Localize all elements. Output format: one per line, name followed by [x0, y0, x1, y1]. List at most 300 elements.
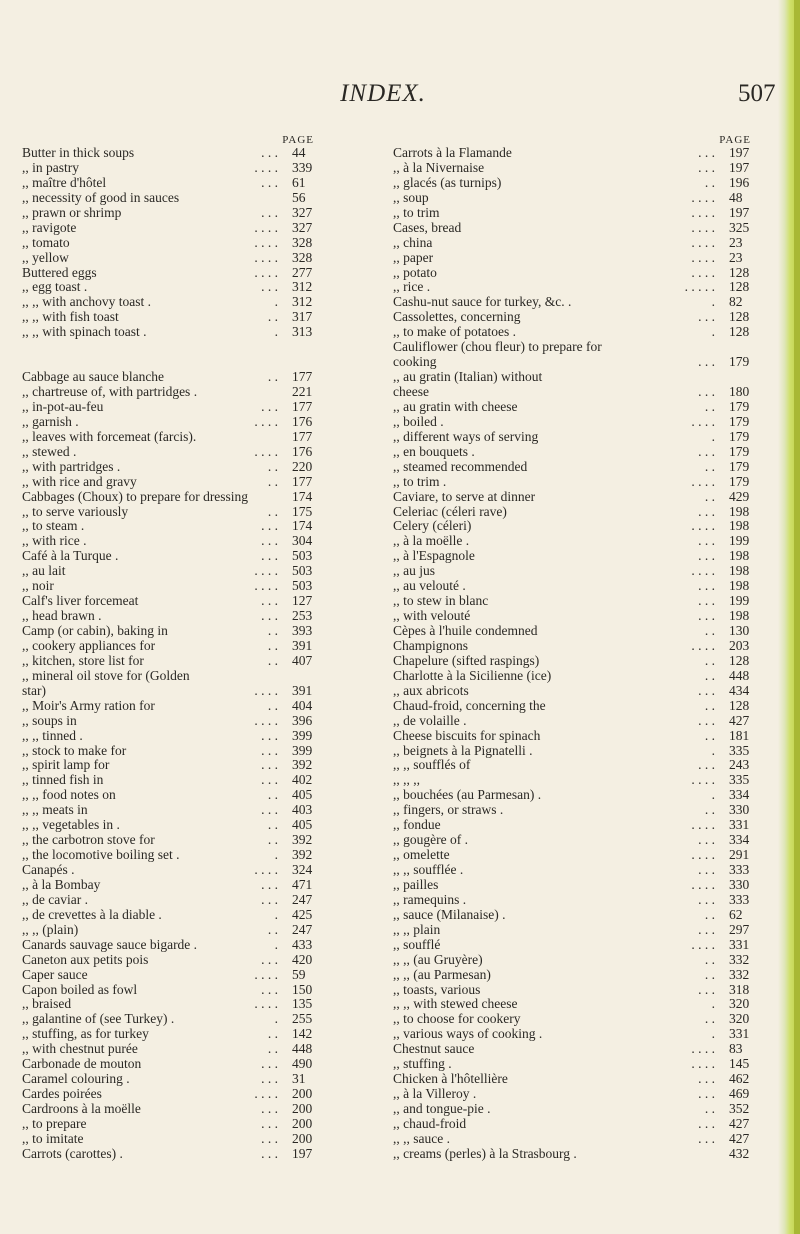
page-title: INDEX.: [340, 80, 426, 107]
index-entry: [393, 1027, 757, 1042]
entry-dots: . . . .: [691, 189, 715, 205]
binding-strip: [794, 0, 800, 1234]
index-entry: [393, 908, 757, 923]
entry-text: Butter in thick soups: [22, 145, 135, 160]
entry-page: 432: [729, 1145, 750, 1161]
index-entry: [22, 251, 320, 266]
entry-dots: . .: [267, 697, 278, 713]
index-entry: [22, 445, 320, 460]
entry-dots: .: [274, 847, 278, 863]
entry-dots: . . .: [261, 518, 278, 534]
index-entry: [22, 1012, 320, 1027]
entry-page: 503: [292, 548, 313, 564]
entry-page: 429: [729, 488, 750, 504]
entry-text: Caviare, to serve at dinner: [393, 488, 536, 504]
index-entry: [22, 803, 320, 818]
entry-dots: .: [711, 428, 715, 444]
entry-text: ,, ,, plain: [393, 921, 441, 937]
entry-page: 200: [292, 1115, 313, 1131]
entry-dots: . . .: [261, 876, 278, 892]
entry-page: 198: [729, 503, 750, 519]
entry-page: 404: [292, 697, 313, 713]
entry-page: 198: [729, 518, 750, 534]
entry-dots: . .: [267, 473, 278, 489]
index-entry: [22, 684, 320, 699]
entry-text: ,, glacés (as turnips): [393, 174, 502, 190]
entry-text: Cauliflower (chou fleur) to prepare for: [393, 339, 602, 355]
entry-dots: . . . .: [254, 578, 278, 594]
index-entry: [22, 385, 320, 400]
page-label: PAGE: [719, 134, 751, 146]
entry-dots: . . .: [261, 981, 278, 997]
index-entry: [22, 773, 320, 788]
entry-page: 179: [729, 473, 750, 489]
entry-dots: . .: [704, 398, 715, 414]
entry-dots: . . .: [261, 174, 278, 190]
entry-dots: . .: [704, 1101, 715, 1116]
index-entry: [393, 251, 757, 266]
entry-page: 304: [292, 533, 313, 549]
entry-text: ,, to steam .: [22, 518, 85, 534]
entry-text: ,, ,, with fish toast: [22, 309, 119, 325]
entry-dots: . .: [704, 458, 715, 474]
entry-dots: . . . .: [691, 563, 715, 579]
entry-text: ,, braised: [22, 996, 72, 1012]
entry-dots: . . .: [698, 503, 715, 519]
entry-page: 247: [292, 891, 313, 907]
index-entry: [22, 594, 320, 609]
index-entry: [22, 609, 320, 624]
entry-page: 179: [729, 398, 750, 414]
entry-dots: . . .: [261, 398, 278, 414]
entry-page: 434: [729, 682, 750, 698]
entry-page: 448: [292, 1041, 313, 1057]
index-entry: [393, 400, 757, 415]
index-entry: [22, 236, 320, 251]
entry-text: ,, to imitate: [22, 1130, 84, 1146]
entry-page: 199: [729, 593, 750, 609]
entry-text: ,, pailles: [393, 876, 439, 892]
entry-dots: . . . .: [254, 264, 278, 280]
entry-text: ,, kitchen, store list for: [22, 652, 144, 668]
entry-page: 23: [729, 249, 743, 265]
entry-page: 393: [292, 623, 313, 638]
entry-page: 471: [292, 876, 313, 892]
entry-text: ,, soup: [393, 189, 429, 205]
entry-page: 339: [292, 159, 313, 175]
entry-page: 425: [292, 906, 313, 922]
index-entry: [22, 310, 320, 325]
entry-text: ,, ravigote: [22, 219, 77, 235]
index-entry: [393, 206, 757, 221]
entry-text: ,, ,, tinned .: [22, 727, 83, 743]
index-entry: [22, 355, 320, 370]
entry-text: ,, maître d'hôtel: [22, 174, 107, 190]
index-entry: [22, 788, 320, 803]
entry-page: 331: [729, 817, 750, 833]
entry-page: 198: [729, 563, 750, 579]
entry-text: ,, Moir's Army ration for: [22, 697, 155, 713]
entry-page: 324: [292, 862, 313, 877]
entry-page: 175: [292, 503, 313, 519]
entry-page: 198: [729, 578, 750, 594]
index-entry: [393, 579, 757, 594]
entry-dots: .: [274, 936, 278, 952]
entry-page: 469: [729, 1086, 750, 1102]
entry-text: ,, ramequins .: [393, 891, 467, 907]
index-entry: [393, 624, 757, 639]
index-entry: [393, 654, 757, 669]
index-entry: [22, 848, 320, 863]
entry-dots: . .: [704, 488, 715, 504]
entry-page: 23: [729, 234, 743, 250]
entry-text: ,, soups in: [22, 712, 77, 728]
entry-page: 334: [729, 787, 750, 803]
entry-page: 196: [729, 174, 750, 190]
index-entry: [22, 938, 320, 953]
entry-dots: . .: [267, 832, 278, 848]
index-entry: [393, 280, 757, 295]
entry-dots: . .: [704, 652, 715, 668]
entry-dots: . . . .: [254, 563, 278, 579]
entry-dots: . . .: [698, 309, 715, 325]
entry-text: ,, with rice .: [22, 533, 87, 549]
entry-dots: . . . .: [691, 936, 715, 952]
index-entry: [22, 1027, 320, 1042]
entry-dots: . .: [267, 1041, 278, 1057]
entry-text: ,, ,, soufflés of: [393, 757, 471, 773]
entry-page: 197: [729, 159, 750, 175]
entry-page: 176: [292, 413, 313, 429]
entry-page: 135: [292, 996, 313, 1012]
entry-dots: . . .: [261, 772, 278, 788]
entry-page: 448: [729, 667, 750, 683]
entry-dots: . . .: [698, 384, 715, 399]
entry-page: 313: [292, 324, 313, 340]
entry-text: ,, to trim .: [393, 473, 447, 489]
entry-dots: . .: [704, 697, 715, 713]
entry-page: 312: [292, 294, 313, 310]
index-entry: [22, 475, 320, 490]
entry-dots: . . . .: [691, 637, 715, 653]
entry-dots: . .: [267, 787, 278, 803]
entry-text: ,, ,, (plain): [22, 921, 79, 937]
index-entry: [393, 191, 757, 206]
index-entry: [22, 176, 320, 191]
index-entry: [393, 818, 757, 833]
index-entry: [22, 863, 320, 878]
entry-page: 177: [292, 369, 313, 385]
entry-text: Cardes poirées: [22, 1086, 102, 1102]
entry-dots: . . . .: [254, 443, 278, 459]
index-entry: [393, 953, 757, 968]
entry-page: 402: [292, 772, 313, 788]
entry-dots: . . .: [261, 1145, 278, 1161]
entry-page: 179: [729, 413, 750, 429]
entry-page: 335: [729, 742, 750, 758]
entry-page: 328: [292, 234, 313, 250]
entry-text: star): [22, 682, 46, 698]
entry-page: 56: [292, 189, 306, 205]
entry-text: ,, the carbotron stove for: [22, 832, 155, 848]
entry-text: ,, au jus: [393, 563, 435, 579]
entry-page: 174: [292, 518, 313, 534]
index-entry: [393, 968, 757, 983]
entry-dots: . . . .: [254, 219, 278, 235]
entry-text: ,, different ways of serving: [393, 428, 539, 444]
entry-text: Caneton aux petits pois: [22, 951, 149, 967]
index-entry: [393, 1117, 757, 1132]
entry-text: ,, with velouté: [393, 608, 471, 624]
index-entry: [393, 609, 757, 624]
entry-dots: .: [711, 787, 715, 803]
entry-dots: . . .: [698, 832, 715, 848]
entry-page: 128: [729, 652, 750, 668]
entry-page: 503: [292, 563, 313, 579]
entry-dots: . . .: [261, 548, 278, 564]
entry-text: ,, ,, (au Gruyère): [393, 951, 483, 967]
entry-page: 327: [292, 204, 313, 220]
entry-dots: . . .: [261, 608, 278, 624]
entry-dots: . . .: [261, 951, 278, 967]
index-entry: [393, 236, 757, 251]
entry-text: ,, stuffing, as for turkey: [22, 1026, 149, 1042]
entry-dots: . . . .: [254, 966, 278, 982]
index-entry: [22, 490, 320, 505]
entry-text: ,, ,, sauce .: [393, 1130, 450, 1146]
entry-dots: . .: [704, 727, 715, 743]
entry-dots: . .: [267, 817, 278, 833]
column-page-label: [22, 130, 320, 146]
entry-dots: . . .: [698, 578, 715, 594]
entry-text: ,, and tongue-pie .: [393, 1101, 491, 1116]
entry-text: ,, ,, soufflée .: [393, 862, 464, 877]
entry-text: ,, to serve variously: [22, 503, 129, 519]
entry-page: 247: [292, 921, 313, 937]
entry-text: ,, garnish .: [22, 413, 79, 429]
entry-page: 405: [292, 787, 313, 803]
entry-text: Caper sauce: [22, 966, 88, 982]
entry-text: ,, stuffing .: [393, 1056, 452, 1072]
index-entry: [22, 669, 320, 684]
entry-dots: . . .: [698, 1071, 715, 1087]
entry-page: 200: [292, 1101, 313, 1116]
index-entry: [393, 997, 757, 1012]
entry-dots: . .: [267, 309, 278, 325]
entry-page: 59: [292, 966, 306, 982]
entry-page: 130: [729, 623, 750, 638]
entry-text: ,, ,, with stewed cheese: [393, 996, 518, 1012]
entry-text: ,, gougère of .: [393, 832, 468, 848]
entry-dots: . . .: [261, 145, 278, 160]
entry-page: 391: [292, 637, 313, 653]
entry-page: 320: [729, 996, 750, 1012]
entry-dots: . .: [267, 369, 278, 385]
entry-dots: . .: [704, 623, 715, 638]
entry-page: 392: [292, 832, 313, 848]
entry-text: Celery (céleri): [393, 518, 472, 534]
entry-text: ,, galantine of (see Turkey) .: [22, 1011, 175, 1027]
index-entry: [393, 370, 757, 385]
entry-page: 333: [729, 862, 750, 877]
entry-dots: .: [711, 1026, 715, 1042]
index-entry: [393, 1057, 757, 1072]
index-entry: [22, 833, 320, 848]
entry-text: ,, bouchées (au Parmesan) .: [393, 787, 542, 803]
entry-dots: . . . .: [691, 204, 715, 220]
entry-text: ,, au velouté .: [393, 578, 466, 594]
entry-page: 180: [729, 384, 750, 399]
index-entry: [393, 549, 757, 564]
entry-page: 198: [729, 548, 750, 564]
entry-page: 335: [729, 772, 750, 788]
index-column-right: [393, 130, 757, 1162]
index-entry: [22, 1042, 320, 1057]
entry-text: ,, the locomotive boiling set .: [22, 847, 180, 863]
entry-text: Cheese biscuits for spinach: [393, 727, 541, 743]
index-entry: [393, 430, 757, 445]
entry-text: Celeriac (céleri rave): [393, 503, 507, 519]
index-entry: [22, 534, 320, 549]
index-entry: [393, 938, 757, 953]
entry-text: ,, de volaille .: [393, 712, 467, 728]
entry-text: ,, en bouquets .: [393, 443, 475, 459]
entry-page: 320: [729, 1011, 750, 1027]
entry-text: Canapés .: [22, 862, 75, 877]
entry-dots: . . . . .: [684, 279, 715, 295]
entry-text: ,, cookery appliances for: [22, 637, 156, 653]
entry-dots: . .: [704, 174, 715, 190]
entry-dots: . . .: [261, 593, 278, 609]
entry-dots: . . .: [261, 1056, 278, 1072]
index-entry: [393, 729, 757, 744]
entry-page: 145: [729, 1056, 750, 1072]
entry-page: 330: [729, 876, 750, 892]
entry-dots: . . . .: [254, 249, 278, 265]
entry-dots: . . .: [698, 354, 715, 370]
entry-dots: . .: [267, 1026, 278, 1042]
entry-text: ,, leaves with forcemeat (farcis).: [22, 428, 197, 444]
entry-text: ,, chaud-froid: [393, 1115, 467, 1131]
entry-page: 83: [729, 1041, 743, 1057]
index-entry: [393, 1087, 757, 1102]
entry-page: 128: [729, 697, 750, 713]
index-entry: [22, 460, 320, 475]
index-entry: [393, 460, 757, 475]
index-entry: [393, 295, 757, 310]
entry-text: ,, boiled .: [393, 413, 444, 429]
entry-text: ,, various ways of cooking .: [393, 1026, 543, 1042]
index-entry: [393, 1132, 757, 1147]
entry-text: ,, ,, with spinach toast .: [22, 324, 147, 340]
entry-page: 317: [292, 309, 313, 325]
entry-text: Chestnut sauce: [393, 1041, 475, 1057]
entry-page: 318: [729, 981, 750, 997]
index-entry: [393, 564, 757, 579]
index-entry: [22, 221, 320, 236]
entry-page: 177: [292, 428, 313, 444]
index-entry: [393, 415, 757, 430]
entry-dots: . . .: [261, 757, 278, 773]
entry-text: Carrots (carottes) .: [22, 1145, 123, 1161]
index-entry: [393, 684, 757, 699]
index-entry: [393, 385, 757, 400]
entry-text: Caramel colouring .: [22, 1071, 130, 1087]
index-entry: [22, 579, 320, 594]
entry-text: ,, fingers, or straws .: [393, 802, 504, 818]
entry-page: 176: [292, 443, 313, 459]
index-entry: [22, 340, 320, 355]
index-entry: [393, 505, 757, 520]
entry-page: 128: [729, 324, 750, 340]
entry-text: ,, to trim: [393, 204, 440, 220]
index-entry: [393, 221, 757, 236]
entry-dots: .: [274, 906, 278, 922]
entry-page: 220: [292, 458, 313, 474]
entry-dots: . .: [267, 637, 278, 653]
entry-text: Cardroons à la moëlle: [22, 1101, 141, 1116]
entry-dots: . . . .: [254, 682, 278, 698]
entry-dots: . . . .: [254, 159, 278, 175]
entry-page: 503: [292, 578, 313, 594]
index-entry: [393, 848, 757, 863]
entry-text: Carbonade de mouton: [22, 1056, 142, 1072]
entry-dots: . . . .: [254, 712, 278, 728]
index-entry: [22, 968, 320, 983]
entry-page: 433: [292, 936, 313, 952]
index-entry: [22, 878, 320, 893]
entry-dots: . .: [704, 1011, 715, 1027]
entry-page: 407: [292, 652, 313, 668]
entry-text: ,, à la Bombay: [22, 876, 101, 892]
entry-dots: . .: [267, 652, 278, 668]
entry-page: 427: [729, 1115, 750, 1131]
index-entry: [393, 878, 757, 893]
entry-text: Cassolettes, concerning: [393, 309, 521, 325]
entry-text: ,, stewed .: [22, 443, 77, 459]
entry-page: 392: [292, 847, 313, 863]
entry-dots: . . .: [698, 981, 715, 997]
page-label: PAGE: [282, 134, 314, 146]
entry-text: ,, china: [393, 234, 433, 250]
entry-page: 297: [729, 921, 750, 937]
entry-page: 333: [729, 891, 750, 907]
index-entry: [393, 310, 757, 325]
entry-text: ,, à l'Espagnole: [393, 548, 475, 564]
index-entry: [393, 1042, 757, 1057]
entry-page: 221: [292, 384, 313, 399]
entry-text: Carrots à la Flamande: [393, 145, 512, 160]
entry-page: 197: [292, 1145, 313, 1161]
entry-page: 198: [729, 608, 750, 624]
index-entry: [393, 475, 757, 490]
index-entry: [393, 863, 757, 878]
entry-text: ,, chartreuse of, with partridges .: [22, 384, 198, 399]
index-entry: [22, 1147, 320, 1162]
entry-text: ,, soufflé: [393, 936, 441, 952]
index-entry: [22, 639, 320, 654]
entry-text: ,, creams (perles) à la Strasbourg .: [393, 1145, 577, 1161]
entry-dots: .: [711, 742, 715, 758]
entry-page: 331: [729, 936, 750, 952]
entry-page: 197: [729, 204, 750, 220]
entry-dots: .: [274, 294, 278, 310]
entry-dots: . .: [704, 951, 715, 967]
entry-dots: . . .: [698, 757, 715, 773]
page-header: [0, 80, 800, 120]
entry-page: 291: [729, 847, 750, 863]
entry-dots: . . . .: [691, 772, 715, 788]
